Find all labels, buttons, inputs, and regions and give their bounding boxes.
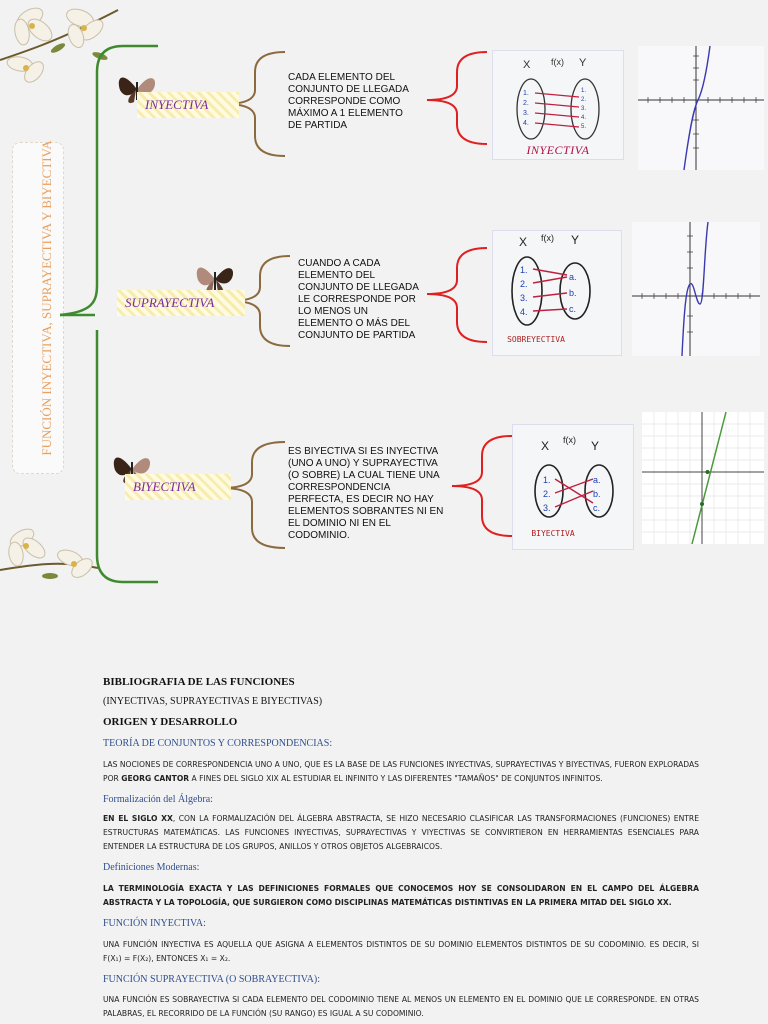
branch-description-biyectiva: ES BIYECTIVA SI ES INYECTIVA (UNO A UNO) Y SUPRAYECTIVA (O SOBRE) LA CUAL TIENE UNA CORRESPONDENCIA PERFECTA, ES DECIR NO HAY ELEMENTOS SOBRANTES NI EN EL DOMINIO NI EN EL CODOMINIO. <box>288 446 444 541</box>
domain-element: 2. <box>543 489 551 499</box>
section-heading: FUNCIÓN SUPRAYECTIVA (O SOBRAYECTIVA): <box>103 974 320 985</box>
codomain-element: 2. <box>581 97 587 103</box>
domain-element: 4. <box>523 120 529 127</box>
bibliography-title: BIBLIOGRAFIA DE LAS FUNCIONES <box>103 676 295 688</box>
graph-biyectiva <box>642 412 764 544</box>
graph-inyectiva <box>638 46 764 170</box>
set-label-x: X <box>519 235 528 249</box>
section-paragraph: EN EL SIGLO XX, CON LA FORMALIZACIÓN DEL ÁLGEBRA ABSTRACTA, SE HIZO NECESARIO CLASIFICAR LAS TRANSFORMACIONES (FUNCIONES) ENTRE ESTRUCTURAS MATEMÁTICAS. LAS FUNCIONES INYECTIVAS, SUPRAYECTIVAS Y VIYECTIVAS SE CONVIRTIERON EN HERRAMIENTAS ESENCIALES PARA ENTENDER LA ESTRUCTURA DE LOS GRUPOS, ANILLOS Y OTROS OBJETOS ALGEBRAICOS. <box>103 814 699 851</box>
codomain-element: 1. <box>581 88 587 94</box>
branch-label-biyectiva: BIYECTIVA <box>125 474 231 500</box>
diagram-suprayectiva <box>492 230 622 356</box>
codomain-element: c. <box>569 304 577 314</box>
diagram-inyectiva <box>492 50 624 160</box>
set-label-y: Y <box>571 233 580 247</box>
branch-description-inyectiva: CADA ELEMENTO DEL CONJUNTO DE LLEGADA CORRESPONDE COMO MÁXIMO A 1 ELEMENTO DE PARTIDA <box>288 72 409 131</box>
section-heading: Formalización del Álgebra: <box>103 794 213 805</box>
section-paragraph: LAS NOCIONES DE CORRESPONDENCIA UNO A UNO, QUE ES LA BASE DE LAS FUNCIONES INYECTIVAS, SUPRAYECTIVAS Y BIYECTIVAS, FUERON EXPLORADAS POR GEORG CANTOR A FINES DEL SIGLO XIX AL ESTUDIAR EL INFINITO Y LAS DIFERENTES "TAMAÑOS" DE CONJUNTOS INFINITOS. <box>103 760 699 783</box>
domain-element: 1. <box>523 90 529 97</box>
root-title: FUNCIÓN INYECTIVA, SUPRAYECTIVA Y BIYECTIVA <box>39 140 54 456</box>
domain-element: 1. <box>543 475 551 485</box>
domain-element: 1. <box>520 265 528 275</box>
section-paragraph: LA TERMINOLOGÍA EXACTA Y LAS DEFINICIONES FORMALES QUE CONOCEMOS HOY SE CONSOLIDARON EN EL CAMPO DEL ÁLGEBRA ABSTRACTA Y LA TOPOLOGÍA, QUE SURGIERON COMO DISCIPLINAS MATEMÁTICAS DISTINTIVAS EN LA PRIMERA MITAD DEL SIGLO XX. <box>103 884 699 907</box>
origin-heading: ORIGEN Y DESARROLLO <box>103 716 238 728</box>
branch-label-inyectiva: INYECTIVA <box>137 92 239 118</box>
codomain-element: 5. <box>581 124 587 130</box>
domain-element: 2. <box>523 100 529 107</box>
diagram-caption: INYECTIVA <box>526 143 590 157</box>
codomain-element: 4. <box>581 115 587 121</box>
diagram-caption: BIYECTIVA <box>531 529 575 538</box>
codomain-element: b. <box>569 288 577 298</box>
highlighted-text: EN EL SIGLO XX <box>103 814 173 823</box>
section-heading: FUNCIÓN INYECTIVA: <box>103 918 206 929</box>
domain-element: 3. <box>520 293 528 303</box>
bibliography-subtitle: (INYECTIVAS, SUPRAYECTIVAS E BIYECTIVAS) <box>103 696 323 707</box>
set-label-y: Y <box>579 57 587 69</box>
graph-suprayectiva <box>632 222 760 356</box>
set-label-y: Y <box>591 439 600 453</box>
highlighted-text: GEORG CANTOR <box>121 774 190 783</box>
section-heading: Definiciones Modernas: <box>103 862 200 873</box>
codomain-element: c. <box>593 503 601 513</box>
section-paragraph: UNA FUNCIÓN INYECTIVA ES AQUELLA QUE ASIGNA A ELEMENTOS DISTINTOS DE SU DOMINIO ELEMENTOS DISTINTOS DE SU CODOMINIO. ES DECIR, SI F(X₁) = F(X₂), ENTONCES X₁ = X₂. <box>103 940 699 963</box>
section-heading: TEORÍA DE CONJUNTOS Y CORRESPONDENCIAS: <box>103 738 333 749</box>
diagram-biyectiva <box>512 424 634 550</box>
function-label: f(x) <box>541 233 554 243</box>
codomain-element: a. <box>593 475 601 485</box>
domain-element: 2. <box>520 279 528 289</box>
domain-element: 4. <box>520 307 528 317</box>
set-label-x: X <box>541 439 550 453</box>
diagram-caption: SOBREYECTIVA <box>507 335 565 344</box>
codomain-element: b. <box>593 489 601 499</box>
domain-element: 3. <box>523 110 529 117</box>
section-paragraph: UNA FUNCIÓN ES SOBRAYECTIVA SI CADA ELEMENTO DEL CODOMINIO TIENE AL MENOS UN ELEMENTO EN EL DOMINIO QUE LE CORRESPONDE. EN OTRAS PALABRAS, EL RECORRIDO DE LA FUNCIÓN (SU RANGO) ES IGUAL A SU CODOMINIO. <box>103 995 699 1018</box>
branch-description-suprayectiva: CUANDO A CADA ELEMENTO DEL CONJUNTO DE LLEGADA LE CORRESPONDE POR LO MENOS UN ELEMENTO O MÁS DEL CONJUNTO DE PARTIDA <box>298 258 419 341</box>
set-label-x: X <box>523 59 531 71</box>
codomain-element: 3. <box>581 106 587 112</box>
function-label: f(x) <box>563 435 576 445</box>
branch-label-suprayectiva: SUPRAYECTIVA <box>117 290 245 316</box>
domain-element: 3. <box>543 503 551 513</box>
codomain-element: a. <box>569 272 577 282</box>
function-label: f(x) <box>551 57 564 67</box>
